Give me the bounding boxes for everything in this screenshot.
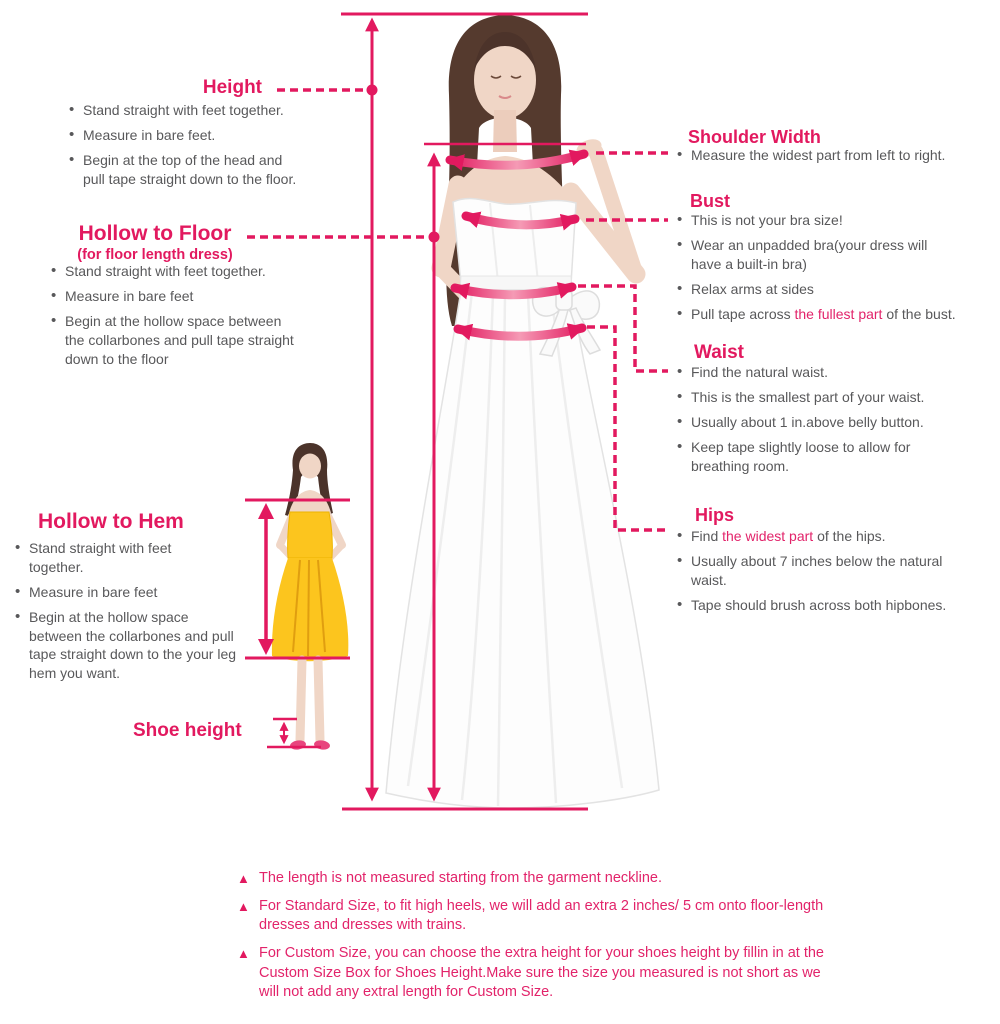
hollow-to-floor-instructions-list [50,262,350,374]
bullet-text: Find [691,528,723,544]
waist-instructions-list [676,363,986,481]
list-item: • Begin at the hollow space between the collarbones and pull tape straight down to the floor [50,312,297,369]
bust-instructions-list [676,211,996,329]
bullet-text: of the bust. [882,305,956,322]
list-item: • Measure the widest part from left to right. [676,146,996,165]
small-model-face [299,454,321,479]
hips-title: Hips [695,505,735,525]
list-item: • Wear an unpadded bra(your dress will have a built-in bra) [676,236,936,274]
height-instructions-list [68,101,368,195]
hollow-to-floor-section-header [45,222,265,263]
list-item: • Measure in bare feet [14,583,274,602]
list-item: • This is the smallest part of your waist. [676,388,986,407]
list-item: • Begin at the hollow space between the collarbones and pull tape straight down to the your leg hem you want. [14,608,245,684]
note-text: The length is not measured starting from the garment neckline. [259,870,662,886]
list-item: • Keep tape slightly loose to allow for breathing room. [676,438,936,476]
hollow-to-floor-subtitle: (for floor length dress) [77,247,233,263]
warning-triangle-icon: ▲ [237,899,250,915]
list-item: • Usually about 7 inches below the natural waist. [676,552,959,590]
list-item: • Measure in bare feet [50,287,350,306]
large-model-left-arm [571,152,636,274]
note-row [237,944,857,1001]
note-row [237,869,857,888]
notes-section [237,869,857,1011]
small-model-legs [300,660,320,740]
large-model-neck [493,110,517,152]
list-item: • Tape should brush across both hipbones. [676,596,986,615]
list-item: • Stand straight with feet together. [50,262,350,281]
small-model-dress-skirt [272,558,348,661]
bullet-text: of the hips. [813,528,886,544]
bust-title: Bust [690,191,730,211]
hollow-to-floor-title: Hollow to Floor [78,222,232,245]
list-item [676,527,986,546]
small-model-dress-bodice [288,512,333,558]
list-item: • Find the natural waist. [676,363,986,382]
warning-triangle-icon: ▲ [237,946,250,962]
large-model-skirt [386,290,659,808]
height-connector-dot [367,85,378,96]
height-section-title: Height [202,77,262,98]
note-text: For Custom Size, you can choose the extra height for your shoes height by fillin in at the Custom Size Box for Shoes Height.Make sure the size you measured is not short as we will not add any extral length for Custom Size. [259,945,824,1000]
list-item: • Begin at the top of the head and pull tape straight down to the floor. [68,151,298,189]
hollow-connector-dot [429,232,440,243]
bullet-highlight-text: the widest part [722,528,814,544]
large-model-bodice [453,199,576,284]
waist-title: Waist [694,342,744,363]
note-text: For Standard Size, to fit high heels, we will add an extra 2 inches/ 5 cm onto floor-length dresses and dresses with trains. [259,898,824,934]
shoulder-width-title: Shoulder Width [688,127,821,147]
note-row [237,897,857,935]
large-model-photo [386,15,659,808]
shoe-height-title: Shoe height [133,720,242,741]
hollow-to-hem-title: Hollow to Hem [38,510,184,533]
small-model-photo [272,443,348,751]
list-item: • Measure in bare feet. [68,126,368,145]
warning-triangle-icon: ▲ [237,871,250,886]
list-item: • Stand straight with feet together. [68,101,368,120]
list-item: • Relax arms at sides [676,280,996,299]
list-item: • This is not your bra size! [676,211,996,230]
hips-instructions-list [676,527,986,621]
hollow-to-hem-instructions-list [14,539,274,689]
bullet-highlight-text: the fullest part [794,305,883,322]
list-item: • Stand straight with feet together. [14,539,191,577]
list-item: • Usually about 1 in.above belly button. [676,413,986,432]
list-item [676,305,996,324]
shoulder-width-instructions-list [676,146,996,171]
bullet-text: Pull tape across [691,305,795,322]
